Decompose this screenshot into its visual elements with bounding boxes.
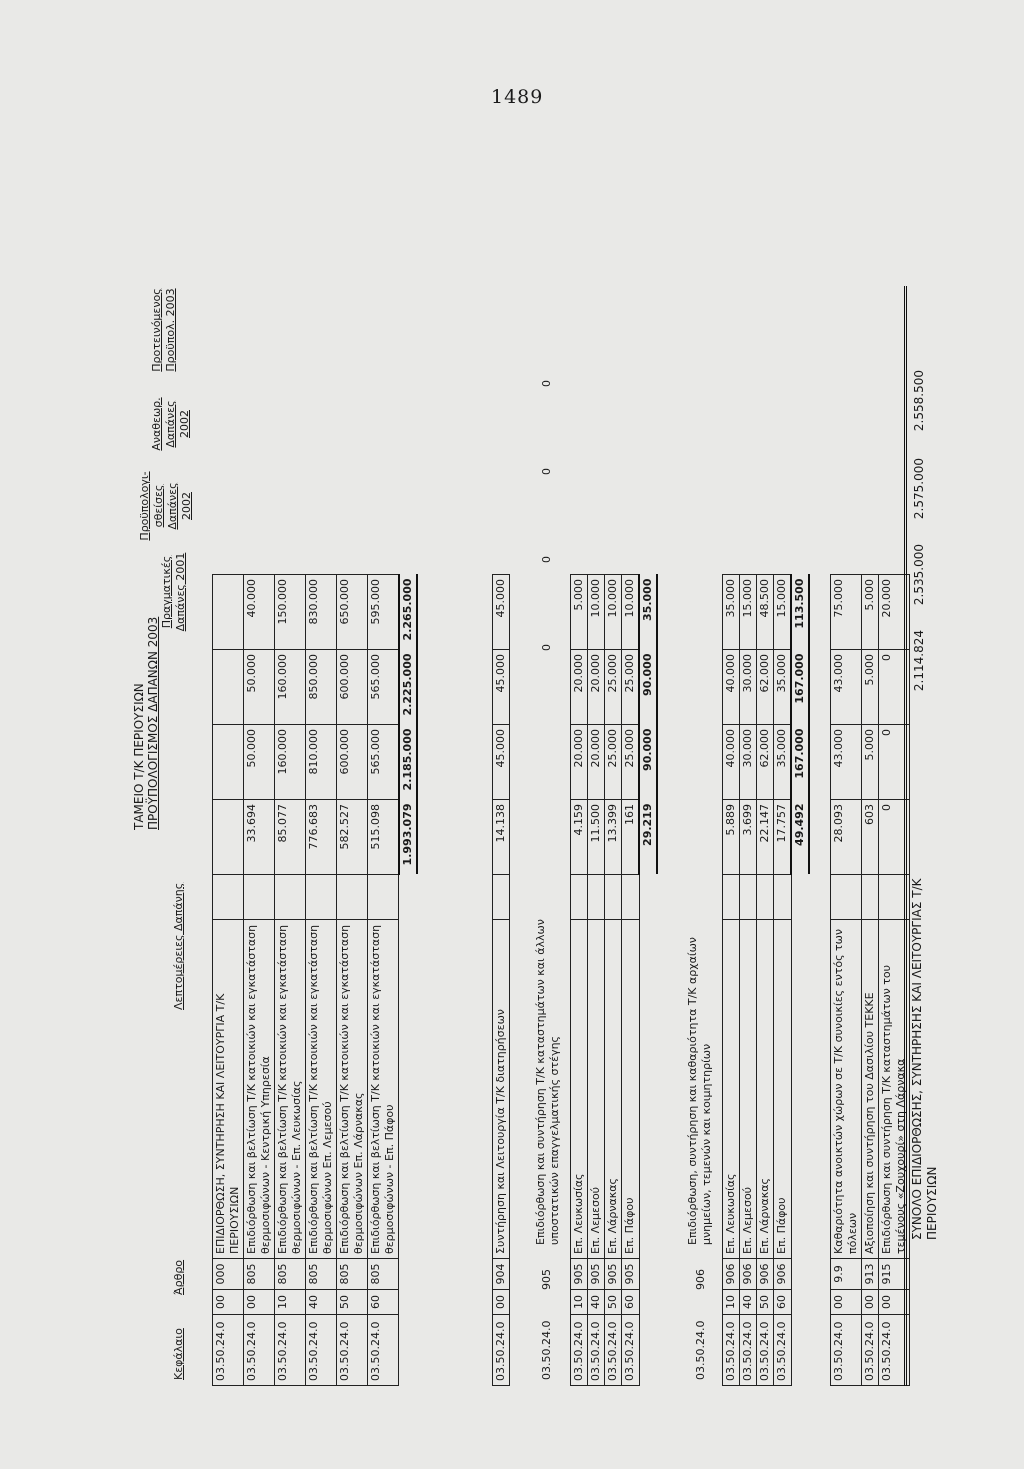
- table-cell: 906: [774, 1259, 792, 1290]
- table-cell: 000: [213, 1259, 244, 1290]
- amount-cell: 2.185.000: [399, 725, 417, 800]
- table-cell: 906: [740, 1259, 757, 1290]
- table-cell: [275, 875, 306, 920]
- code-cell: 03.50.24.0: [723, 1315, 740, 1386]
- amount-cell: 565.000: [368, 725, 399, 800]
- amount-cell: 35.000: [774, 650, 792, 725]
- table-cell: [740, 875, 757, 920]
- amount-cell: 25.000: [622, 725, 640, 800]
- col-header-budget-2002: Προϋπολογι- σθείσες Δαπάνες 2002: [138, 471, 193, 541]
- table-row: [571, 575, 588, 1386]
- code-cell: 03.50.24.0: [622, 1315, 640, 1386]
- amount-cell: 10.000: [588, 575, 605, 650]
- row-904-table: [492, 574, 510, 1386]
- table-cell: 805: [244, 1259, 275, 1290]
- table-cell: 905: [588, 1259, 605, 1290]
- table-cell: [399, 1259, 417, 1290]
- document-title: ΤΑΜΕΙΟ Τ/Κ ΠΕΡΙΟΥΣΙΩΝ: [132, 683, 146, 830]
- budget-sheet: [120, 200, 940, 1390]
- amount-cell: 3.699: [740, 800, 757, 875]
- section-905-table: [570, 574, 658, 1386]
- grand-total-v2: 2.535.000: [912, 544, 926, 606]
- amount-cell: 17.757: [774, 800, 792, 875]
- amount-cell: 30.000: [740, 650, 757, 725]
- table-cell: 40: [588, 1290, 605, 1315]
- amount-cell: 0: [879, 725, 910, 800]
- description-cell: Επ. Λευκωσίας: [571, 920, 588, 1259]
- head-906-art: 906: [694, 1269, 707, 1290]
- table-cell: 905: [605, 1259, 622, 1290]
- amount-cell: 10.000: [622, 575, 640, 650]
- col-header-actual-2001: Πραγματικές Δαπάνες 2001: [160, 552, 187, 632]
- table-cell: 805: [275, 1259, 306, 1290]
- amount-cell: [213, 650, 244, 725]
- table-cell: 805: [337, 1259, 368, 1290]
- head-905-desc: Επιδιόρθωση και συντήρηση Τ/Κ καταστημάτων και άλλων υποστατικών επαγγελματικής στέγης: [534, 919, 561, 1245]
- amount-cell: 90.000: [639, 650, 657, 725]
- amount-cell: [213, 800, 244, 875]
- table-cell: 10: [275, 1290, 306, 1315]
- table-cell: [639, 875, 657, 920]
- amount-cell: 40.000: [244, 575, 275, 650]
- table-cell: 906: [723, 1259, 740, 1290]
- table-cell: [493, 875, 510, 920]
- code-cell: 03.50.24.0: [337, 1315, 368, 1386]
- table-cell: [622, 875, 640, 920]
- table-cell: 10: [723, 1290, 740, 1315]
- amount-cell: 35.000: [774, 725, 792, 800]
- code-cell: 03.50.24.0: [831, 1315, 862, 1386]
- amount-cell: 48.500: [757, 575, 774, 650]
- amount-cell: 35.000: [723, 575, 740, 650]
- table-cell: [244, 875, 275, 920]
- amount-cell: 20.000: [879, 575, 910, 650]
- amount-cell: 40.000: [723, 725, 740, 800]
- head-905-code: 03.50.24.0: [540, 1320, 553, 1380]
- table-cell: [213, 875, 244, 920]
- code-cell: 03.50.24.0: [306, 1315, 337, 1386]
- description-cell: ΕΠΙΔΙΟΡΘΩΣΗ, ΣΥΝΤΗΡΗΣΗ ΚΑΙ ΛΕΙΤΟΥΡΓΙΑ Τ/Κ ΠΕΡΙΟΥΣΙΩΝ: [213, 920, 244, 1259]
- amount-cell: 85.077: [275, 800, 306, 875]
- amount-cell: 29.219: [639, 800, 657, 875]
- section-906-table: [722, 574, 810, 1386]
- table-cell: 60: [774, 1290, 792, 1315]
- code-cell: 03.50.24.0: [757, 1315, 774, 1386]
- table-cell: [639, 1259, 657, 1290]
- head-906-desc: Επιδιόρθωση, συντήρηση και καθαριότητα Τ/Κ αρχαίων μνημείων, τεμενών και κοιμητηρίων: [686, 937, 713, 1245]
- code-cell: 03.50.24.0: [275, 1315, 306, 1386]
- head-905-v1: 0: [540, 644, 553, 651]
- table-row: [831, 575, 862, 1386]
- table-cell: 00: [244, 1290, 275, 1315]
- amount-cell: 10.000: [605, 575, 622, 650]
- amount-cell: 11.500: [588, 800, 605, 875]
- amount-cell: 20.000: [588, 650, 605, 725]
- amount-cell: 62.000: [757, 725, 774, 800]
- table-cell: [791, 1290, 809, 1315]
- table-cell: [791, 1315, 809, 1386]
- amount-cell: 43.000: [831, 650, 862, 725]
- table-cell: [571, 875, 588, 920]
- table-cell: [399, 1315, 417, 1386]
- grand-total-v1: 2.114.824: [912, 630, 926, 692]
- amount-cell: 13.399: [605, 800, 622, 875]
- amount-cell: 810.000: [306, 725, 337, 800]
- description-cell: Επ. Λεμεσού: [588, 920, 605, 1259]
- amount-cell: 90.000: [639, 725, 657, 800]
- amount-cell: 5.889: [723, 800, 740, 875]
- description-cell: Επιδιόρθωση και βελτίωση Τ/Κ κατοικιών και εγκατάσταση θερμοσιφώνων - Επ. Λευκωσίας: [275, 920, 306, 1259]
- table-row: [605, 575, 622, 1386]
- table-row: [622, 575, 640, 1386]
- amount-cell: 43.000: [831, 725, 862, 800]
- section-805-table: [212, 574, 418, 1386]
- table-cell: [791, 920, 809, 1259]
- table-cell: 904: [493, 1259, 510, 1290]
- description-cell: Επ. Πάφου: [774, 920, 792, 1259]
- table-cell: [399, 875, 417, 920]
- table-cell: 905: [571, 1259, 588, 1290]
- table-cell: [791, 1259, 809, 1290]
- table-row: [740, 575, 757, 1386]
- table-cell: [774, 875, 792, 920]
- table-cell: 805: [368, 1259, 399, 1290]
- amount-cell: 25.000: [605, 725, 622, 800]
- description-cell: Επ. Λευκωσίας: [723, 920, 740, 1259]
- table-row: [275, 575, 306, 1386]
- table-cell: [588, 875, 605, 920]
- amount-cell: 50.000: [244, 725, 275, 800]
- amount-cell: 582.527: [337, 800, 368, 875]
- table-cell: 40: [306, 1290, 337, 1315]
- head-905-v2: 0: [540, 556, 553, 563]
- table-row: [337, 575, 368, 1386]
- amount-cell: 5.000: [571, 575, 588, 650]
- amount-cell: 515.098: [368, 800, 399, 875]
- description-cell: Καθαριότητα ανοικτών χώρων σε Τ/Κ συνοικίες εντός των πόλεων: [831, 920, 862, 1259]
- amount-cell: 113.500: [791, 575, 809, 650]
- amount-cell: 5.000: [862, 725, 879, 800]
- description-cell: Αξιοποίηση και συντήρηση του Δασιλίου ΤΕΚΚΕ: [862, 920, 879, 1259]
- table-cell: [306, 875, 337, 920]
- grand-total-label: ΣΥΝΟΛΟ ΕΠΙΔΙΟΡΘΩΣΗΣ, ΣΥΝΤΗΡΗΣΗΣ ΚΑΙ ΛΕΙΤΟΥΡΓΙΑΣ Τ/Κ ΠΕΡΙΟΥΣΙΩΝ: [910, 878, 939, 1240]
- subtotal-906-row: [791, 575, 809, 1386]
- code-cell: 03.50.24.0: [740, 1315, 757, 1386]
- table-row: [723, 575, 740, 1386]
- description-cell: Επ. Πάφου: [622, 920, 640, 1259]
- amount-cell: 850.000: [306, 650, 337, 725]
- description-cell: Επ. Λάρνακας: [757, 920, 774, 1259]
- table-cell: [399, 1290, 417, 1315]
- amount-cell: 35.000: [639, 575, 657, 650]
- amount-cell: 50.000: [244, 650, 275, 725]
- table-cell: [368, 875, 399, 920]
- table-cell: [791, 875, 809, 920]
- table-cell: 00: [493, 1290, 510, 1315]
- amount-cell: 160.000: [275, 725, 306, 800]
- code-cell: 03.50.24.0: [588, 1315, 605, 1386]
- table-cell: 00: [831, 1290, 862, 1315]
- amount-cell: 167.000: [791, 650, 809, 725]
- table-cell: 50: [337, 1290, 368, 1315]
- description-cell: Επιδιόρθωση και βελτίωση Τ/Κ κατοικιών και εγκατάσταση θερμοσιφώνων - Κεντρική Υπηρεσία: [244, 920, 275, 1259]
- head-905-v4: 0: [540, 380, 553, 387]
- amount-cell: 28.093: [831, 800, 862, 875]
- amount-cell: 161: [622, 800, 640, 875]
- page-number: 1489: [491, 86, 544, 108]
- amount-cell: 5.000: [862, 650, 879, 725]
- head-905-v3: 0: [540, 468, 553, 475]
- table-cell: [757, 875, 774, 920]
- description-cell: Επιδιόρθωση και βελτίωση Τ/Κ κατοικιών και εγκατάσταση θερμοσιφώνων - Επ. Πάφου: [368, 920, 399, 1259]
- table-cell: [639, 1290, 657, 1315]
- amount-cell: 25.000: [605, 650, 622, 725]
- code-cell: 03.50.24.0: [605, 1315, 622, 1386]
- amount-cell: 565.000: [368, 650, 399, 725]
- amount-cell: 150.000: [275, 575, 306, 650]
- grand-total-v3: 2.575.000: [912, 458, 926, 520]
- amount-cell: 167.000: [791, 725, 809, 800]
- description-cell: Επ. Λάρνακας: [605, 920, 622, 1259]
- amount-cell: 62.000: [757, 650, 774, 725]
- code-cell: 03.50.24.0: [368, 1315, 399, 1386]
- document-subtitle: ΠΡΟΫΠΟΛΟΓΙΣΜΟΣ ΔΑΠΑΝΩΝ 2003: [146, 616, 160, 830]
- amount-cell: 22.147: [757, 800, 774, 875]
- section-title-row: [213, 575, 244, 1386]
- amount-cell: 830.000: [306, 575, 337, 650]
- table-row: [493, 575, 510, 1386]
- section-9xx-table: [830, 574, 910, 1386]
- table-cell: 00: [213, 1290, 244, 1315]
- table-cell: [605, 875, 622, 920]
- table-cell: 50: [605, 1290, 622, 1315]
- description-cell: Συντήρηση και Λειτουργία Τ/Κ διατηρήσεων: [493, 920, 510, 1259]
- table-cell: 915: [879, 1259, 910, 1290]
- table-cell: 00: [862, 1290, 879, 1315]
- code-cell: 03.50.24.0: [571, 1315, 588, 1386]
- table-cell: 10: [571, 1290, 588, 1315]
- arthro-header: Άρθρο: [172, 1259, 185, 1295]
- amount-cell: 45.000: [493, 725, 510, 800]
- amount-cell: 20.000: [588, 725, 605, 800]
- table-cell: 40: [740, 1290, 757, 1315]
- code-cell: 03.50.24.0: [774, 1315, 792, 1386]
- amount-cell: 45.000: [493, 575, 510, 650]
- description-cell: Επιδιόρθωση και συντήρηση Τ/Κ καταστημάτων του τεμένους «Ζουχουρί» στη Λάρνακα: [879, 920, 910, 1259]
- subtotal-805-row: [399, 575, 417, 1386]
- subtotal-905-row: [639, 575, 657, 1386]
- code-cell: 03.50.24.0: [244, 1315, 275, 1386]
- table-row: [774, 575, 792, 1386]
- amount-cell: 15.000: [774, 575, 792, 650]
- code-cell: 03.50.24.0: [879, 1315, 910, 1386]
- code-cell: 03.50.24.0: [862, 1315, 879, 1386]
- table-cell: [639, 1315, 657, 1386]
- table-cell: 905: [622, 1259, 640, 1290]
- amount-cell: 600.000: [337, 650, 368, 725]
- description-cell: Επιδιόρθωση και βελτίωση Τ/Κ κατοικιών και εγκατάσταση θερμοσιφώνων Επ. Λεμεσού: [306, 920, 337, 1259]
- table-cell: 60: [368, 1290, 399, 1315]
- amount-cell: 20.000: [571, 650, 588, 725]
- table-cell: [639, 920, 657, 1259]
- amount-cell: 15.000: [740, 575, 757, 650]
- amount-cell: [213, 725, 244, 800]
- amount-cell: [213, 575, 244, 650]
- amount-cell: 14.138: [493, 800, 510, 875]
- table-cell: 50: [757, 1290, 774, 1315]
- description-cell: Επ. Λεμεσού: [740, 920, 757, 1259]
- amount-cell: 33.694: [244, 800, 275, 875]
- table-row: [368, 575, 399, 1386]
- table-cell: [831, 875, 862, 920]
- kefalaio-header: Κεφάλαιο: [172, 1328, 185, 1380]
- grand-total-v4: 2.558.500: [912, 370, 926, 432]
- head-905-art: 905: [540, 1269, 553, 1290]
- table-row: [244, 575, 275, 1386]
- col-header-proposed-2003: Προτεινόμενος Προϋπολ. 2003: [150, 288, 177, 372]
- details-header: Λεπτομέρειες Δαπάνης: [172, 882, 185, 1010]
- head-906-code: 03.50.24.0: [694, 1320, 707, 1380]
- amount-cell: 0: [879, 800, 910, 875]
- amount-cell: 600.000: [337, 725, 368, 800]
- table-row: [588, 575, 605, 1386]
- table-cell: 9.9: [831, 1259, 862, 1290]
- amount-cell: 603: [862, 800, 879, 875]
- amount-cell: 5.000: [862, 575, 879, 650]
- amount-cell: 2.265.000: [399, 575, 417, 650]
- amount-cell: 75.000: [831, 575, 862, 650]
- amount-cell: 4.159: [571, 800, 588, 875]
- amount-cell: 40.000: [723, 650, 740, 725]
- col-header-revised-2002: Αναθεωρ. Δαπάνες 2002: [150, 397, 191, 451]
- amount-cell: 30.000: [740, 725, 757, 800]
- amount-cell: 20.000: [571, 725, 588, 800]
- code-cell: 03.50.24.0: [213, 1315, 244, 1386]
- table-cell: [337, 875, 368, 920]
- amount-cell: 776.683: [306, 800, 337, 875]
- table-cell: 60: [622, 1290, 640, 1315]
- amount-cell: 650.000: [337, 575, 368, 650]
- table-cell: 913: [862, 1259, 879, 1290]
- table-row: [306, 575, 337, 1386]
- amount-cell: 49.492: [791, 800, 809, 875]
- description-cell: Επιδιόρθωση και βελτίωση Τ/Κ κατοικιών και εγκατάσταση θερμοσιφώνων Επ. Λάρνακας: [337, 920, 368, 1259]
- amount-cell: 25.000: [622, 650, 640, 725]
- amount-cell: 2.225.000: [399, 650, 417, 725]
- table-cell: 805: [306, 1259, 337, 1290]
- table-row: [862, 575, 879, 1386]
- table-cell: 00: [879, 1290, 910, 1315]
- table-cell: [399, 920, 417, 1259]
- amount-cell: 1.993.079: [399, 800, 417, 875]
- amount-cell: 595.000: [368, 575, 399, 650]
- amount-cell: 0: [879, 650, 910, 725]
- table-cell: [723, 875, 740, 920]
- amount-cell: 45.000: [493, 650, 510, 725]
- grand-total-rule: [904, 286, 907, 1386]
- table-cell: [862, 875, 879, 920]
- table-cell: 906: [757, 1259, 774, 1290]
- code-cell: 03.50.24.0: [493, 1315, 510, 1386]
- table-row: [757, 575, 774, 1386]
- amount-cell: 160.000: [275, 650, 306, 725]
